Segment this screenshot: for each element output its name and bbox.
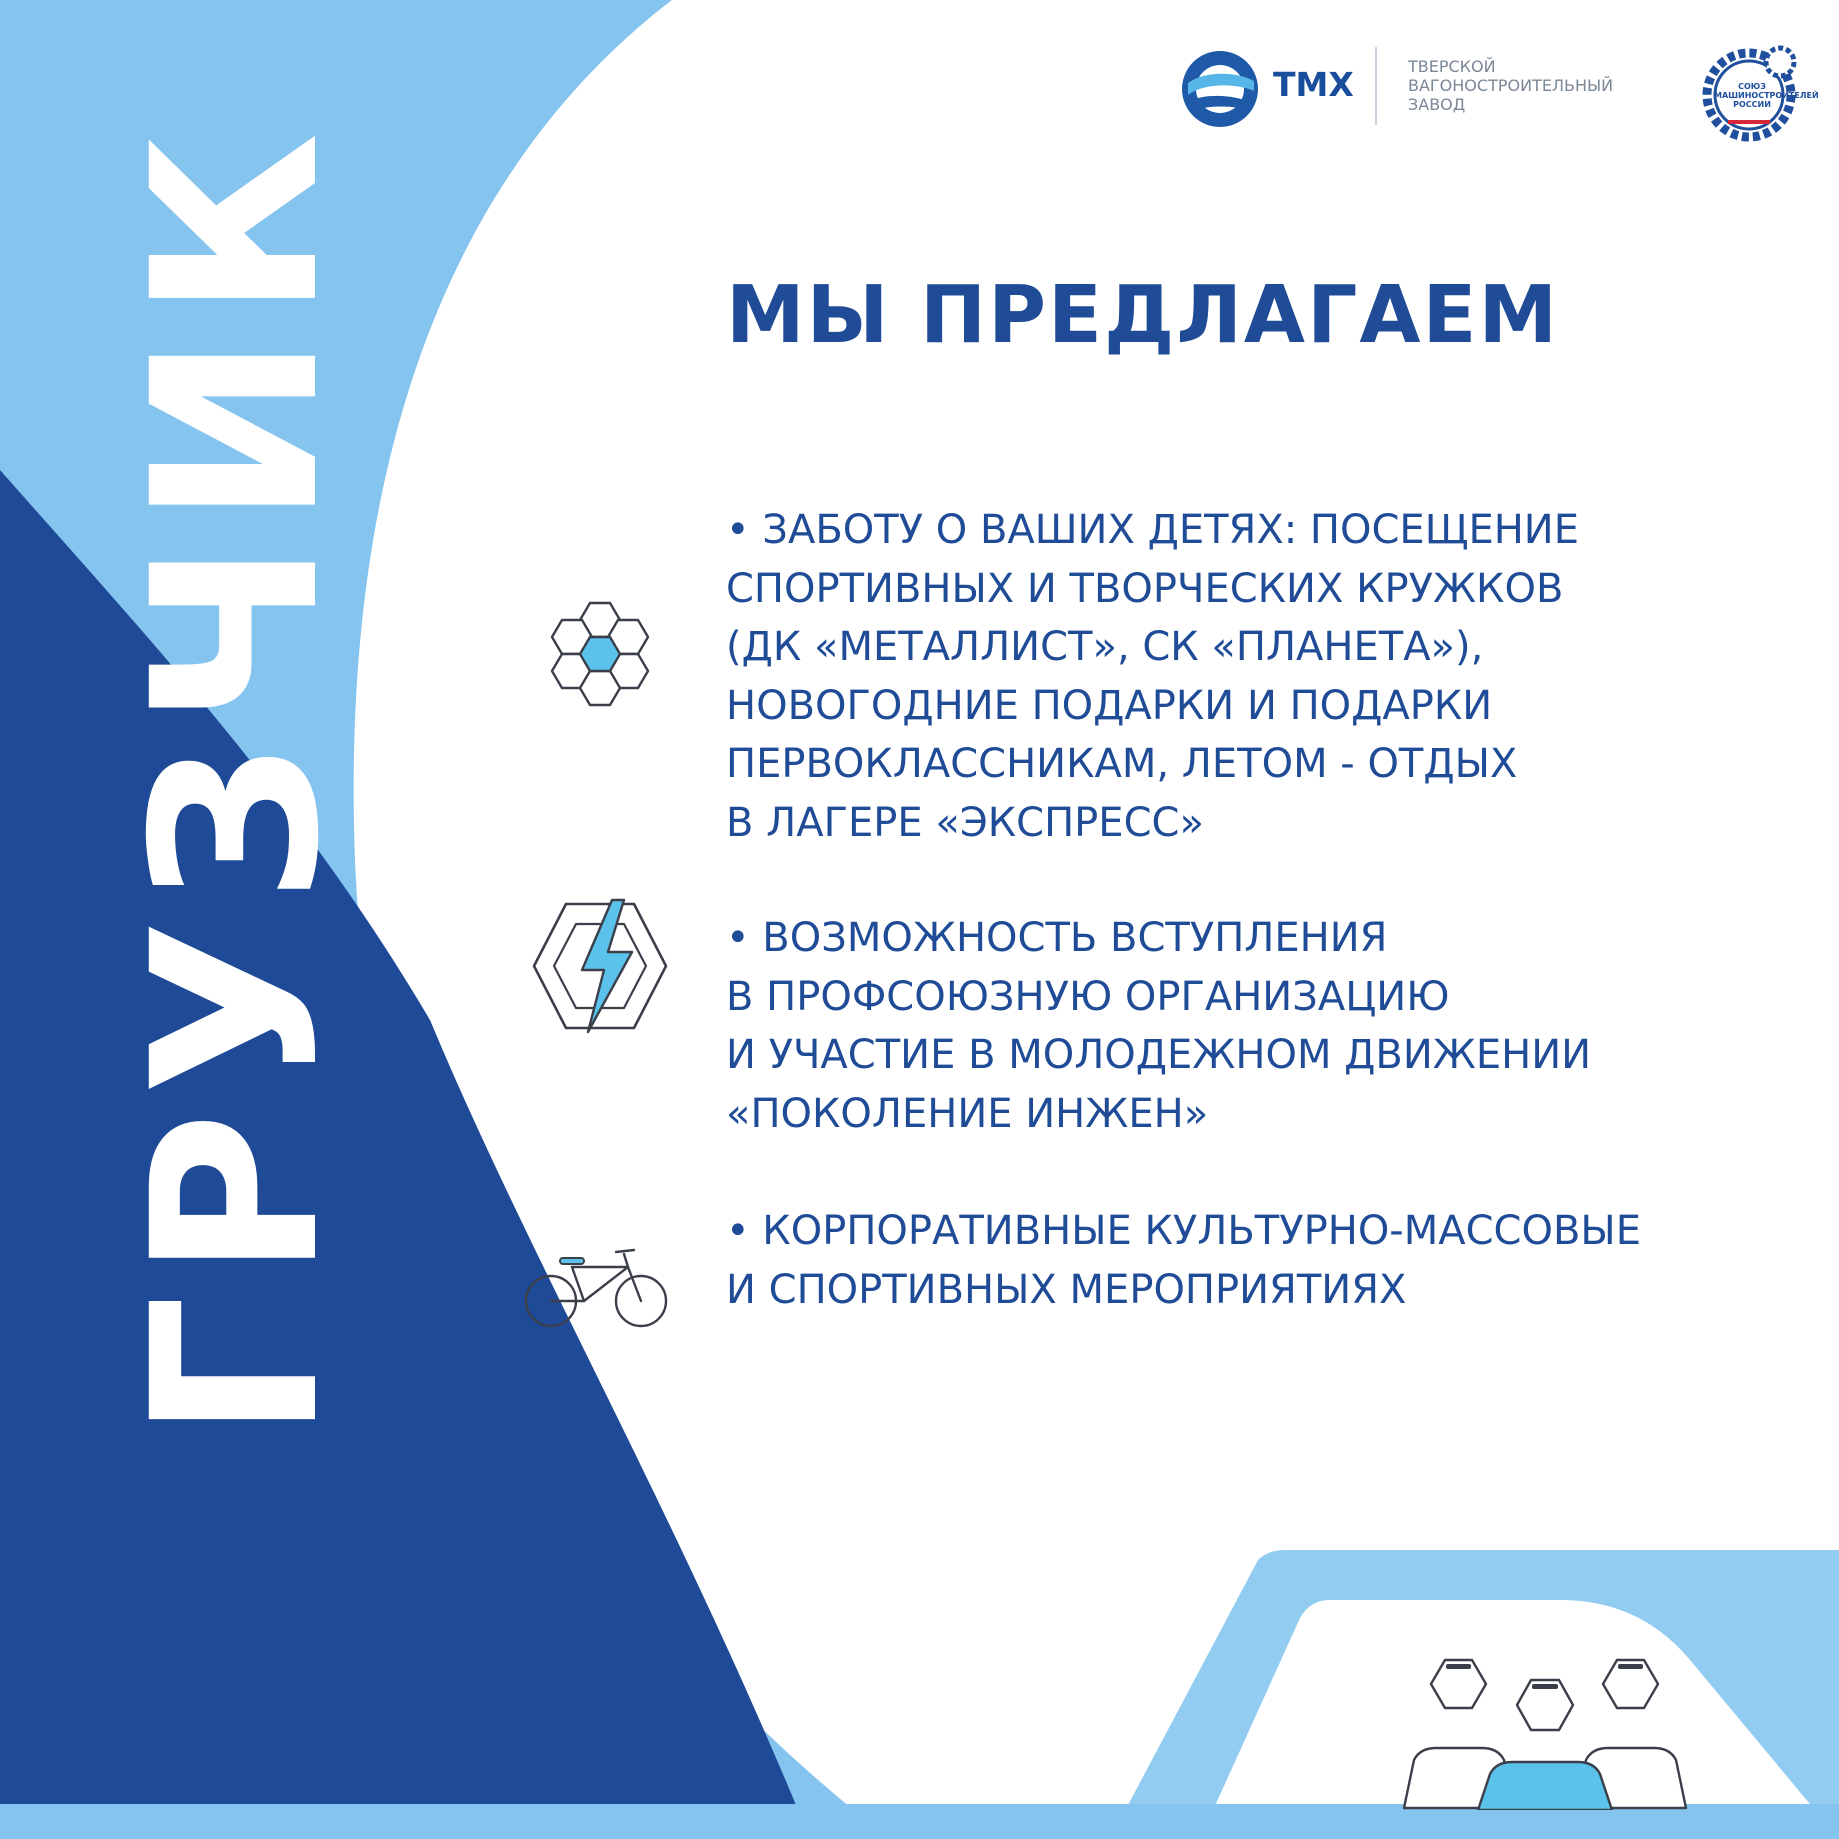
tmx-logo [1180, 45, 1614, 135]
vacancy-title: ГРУЗЧИК [103, 116, 369, 1440]
lightning-hexagon-icon [528, 896, 672, 1036]
team-icon [1400, 1640, 1690, 1810]
tmx-emblem-icon [1180, 49, 1260, 129]
page-heading: МЫ ПРЕДЛАГАЕМ [726, 269, 1560, 361]
union-logo-text: СОЮЗ МАШИНОСТРОИТЕЛЕЙ РОССИИ [1714, 82, 1819, 109]
bicycle-icon [520, 1232, 672, 1332]
offer-union-membership: • ВОЗМОЖНОСТЬ ВСТУПЛЕНИЯ В ПРОФСОЮЗНУЮ ОРГАНИЗАЦИЮ И УЧАСТИЕ В МОЛОДЕЖНОМ ДВИЖЕНИИ «ПОКОЛЕНИЕ ИНЖЕН» [726, 915, 1592, 1137]
hexagon-cluster-icon [532, 583, 668, 731]
offer-children-care: • ЗАБОТУ О ВАШИХ ДЕТЯХ: ПОСЕЩЕНИЕ СПОРТИВНЫХ И ТВОРЧЕСКИХ КРУЖКОВ (ДК «МЕТАЛЛИСТ», СК «ПЛАНЕТА»), НОВОГОДНИЕ ПОДАРКИ И ПОДАРКИ ПЕРВОКЛАССНИКАМ, ЛЕТОМ - ОТДЫХ В ЛАГЕРЕ «ЭКСПРЕСС» [726, 507, 1579, 846]
logo-divider [1375, 47, 1377, 125]
offer-corporate-events: • КОРПОРАТИВНЫЕ КУЛЬТУРНО-МАССОВЫЕ И СПОРТИВНЫХ МЕРОПРИЯТИЯХ [726, 1208, 1641, 1313]
plant-name-text: ТВЕРСКОЙ ВАГОНОСТРОИТЕЛЬНЫЙ ЗАВОД [1408, 57, 1614, 114]
tmx-brand-text: ТМХ [1273, 65, 1354, 104]
